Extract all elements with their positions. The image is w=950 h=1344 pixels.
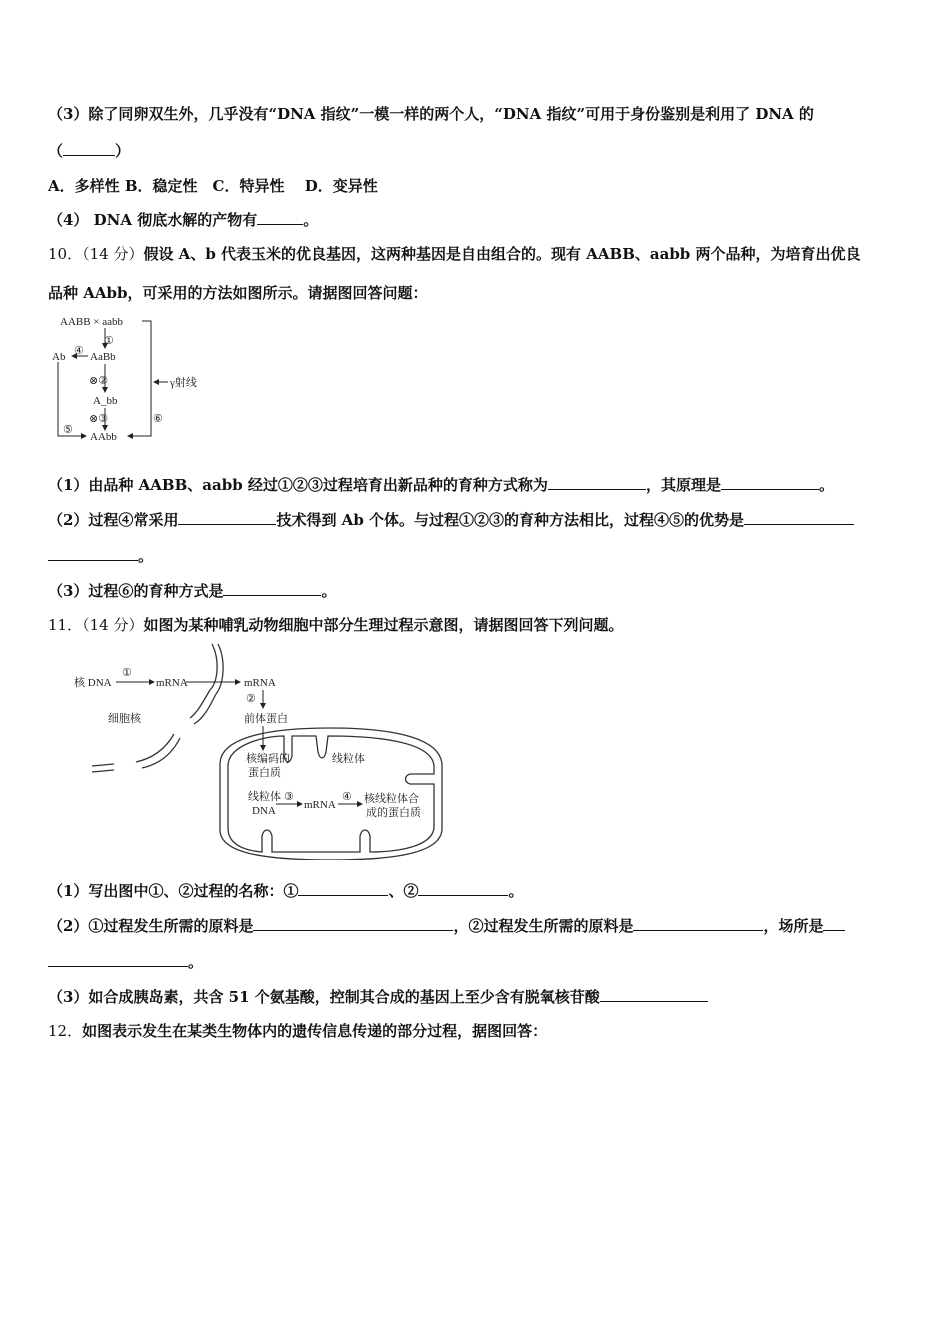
ab-label: Ab [52,351,66,363]
q9-part4-end: 。 [303,211,319,229]
product-label-1: 核线粒体合 [364,793,419,805]
q10-sub1-stem: （1）由品种 AABB、aabb 经过①②③过程培育出新品种的育种方式称为 [48,476,548,494]
mito-dna-label-1: 线粒体 [248,791,281,803]
circle3-label: ③ [284,791,294,803]
q9-part3-answer-paren [48,140,130,161]
gamma-ray-label: γ射线 [170,377,197,389]
answer-blank[interactable] [257,210,303,225]
q10-number: 10．（14 分） [48,245,144,263]
nuclear-envelope-mid [190,690,216,724]
q11-sub2-mid1: ，②过程发生所需的原料是 [453,917,634,935]
answer-blank[interactable] [744,510,854,525]
q10-sub2 [48,509,854,530]
answer-blank[interactable] [48,546,138,561]
q11-stem-line [48,614,623,635]
q11-sub1-end: 。 [508,882,524,900]
mrna2-label: mRNA [244,677,276,689]
q12-stem-line [48,1020,547,1041]
q12-number: 12． [48,1022,83,1040]
nuclear-encoded-label-1: 核编码的 [246,753,290,765]
step3-label: ⊗③ [89,413,109,425]
q9-options: A．多样性 B．稳定性 C．特异性 D．变异性 [48,177,378,195]
q10-sub1 [48,474,834,495]
nuclear-envelope-top [210,644,223,694]
step1-label: ① [104,335,114,347]
product-label-2: 成的蛋白质 [366,807,421,819]
answer-blank[interactable] [600,987,708,1002]
q10-sub2-end: 。 [138,547,154,565]
nuclear-encoded-label-2: 蛋白质 [248,767,281,779]
nuclear-dna-label: 核 DNA [74,677,112,689]
q10-stem-line2: 品种 AAbb，可采用的方法如图所示。请据图回答问题： [48,284,428,302]
q10-stem: 假设 A、b 代表玉米的优良基因，这两种基因是自由组合的。现有 AABB、aabb 两个品种，为培育出优良 [143,245,861,263]
cell-process-diagram [70,640,450,860]
answer-blank[interactable] [63,141,115,156]
q11-number: 11．（14 分） [48,616,144,634]
answer-blank[interactable] [418,881,508,896]
q11-sub2-cont [48,951,203,972]
answer-blank[interactable] [823,916,845,931]
nuclear-envelope-bottom [92,764,114,772]
answer-blank[interactable] [48,952,188,967]
q10-sub3-stem: （3）过程⑥的育种方式是 [48,582,224,600]
q12-stem: 如图表示发生在某类生物体内的遗传信息传递的部分过程，据图回答： [82,1022,548,1040]
q9-part4-stem: （4） DNA 彻底水解的产物有 [48,211,258,229]
circle4-label: ④ [342,791,352,803]
f2-label: A_bb [93,395,118,407]
q10-sub2-mid: 技术得到 Ab 个体。与过程①②③的育种方法相比，过程④⑤的优势是 [276,511,745,529]
paren-open: （ [48,142,64,160]
breeding-diagram [48,308,218,448]
step5-label: ⑤ [63,424,73,436]
nuclear-envelope-lower [136,734,180,768]
mitochondrion-label: 线粒体 [332,753,365,765]
q11-sub1-stem: （1）写出图中①、②过程的名称：① [48,882,299,900]
circle2-label: ② [246,693,256,705]
nucleus-label: 细胞核 [108,713,141,725]
q11-sub2-end: 。 [188,953,204,971]
q10-stem-line1 [48,243,861,264]
precursor-protein-label: 前体蛋白 [244,713,288,725]
parents-label: AABB × aabb [60,316,124,328]
answer-blank[interactable] [178,510,276,525]
q9-part3-stem: （3）除了同卵双生外，几乎没有“DNA 指纹”一模一样的两个人，“DNA 指纹”可用于身份鉴别是利用了 DNA 的 [48,105,814,123]
q11-sub3-stem: （3）如合成胰岛素，共含 51 个氨基酸，控制其合成的基因上至少含有脱氧核苷酸 [48,988,600,1006]
answer-blank[interactable] [721,475,819,490]
q11-sub2-mid2: ，场所是 [763,917,824,935]
q11-stem: 如图为某种哺乳动物细胞中部分生理过程示意图，请据图回答下列问题。 [143,616,624,634]
q10-sub1-mid: ，其原理是 [645,476,721,494]
q9-part4 [48,209,318,230]
answer-blank[interactable] [223,581,321,596]
q11-sub2 [48,915,845,936]
answer-blank[interactable] [253,916,453,931]
answer-blank[interactable] [548,475,646,490]
f1-label: AaBb [90,351,116,363]
q10-sub3 [48,580,336,601]
q10-sub2-cont [48,545,153,566]
arrow-step6 [128,321,151,436]
q10-sub3-end: 。 [321,582,337,600]
q11-sub1-mid: 、② [388,882,419,900]
mito-dna-label-2: DNA [252,805,276,817]
step6-label: ⑥ [153,413,163,425]
q10-sub1-end: 。 [818,476,834,494]
q10-sub2-stem: （2）过程④常采用 [48,511,179,529]
circle1-label: ① [122,667,132,679]
paren-close: ） [115,142,131,160]
q11-sub3 [48,986,708,1007]
q11-sub2-stem: （2）①过程发生所需的原料是 [48,917,254,935]
target-label: AAbb [90,431,117,443]
mrna1-label: mRNA [156,677,188,689]
answer-blank[interactable] [298,881,388,896]
q11-sub1 [48,880,523,901]
step2-label: ⊗② [89,375,109,387]
mrna3-label: mRNA [304,799,336,811]
answer-blank[interactable] [633,916,763,931]
step4-label: ④ [74,345,84,357]
